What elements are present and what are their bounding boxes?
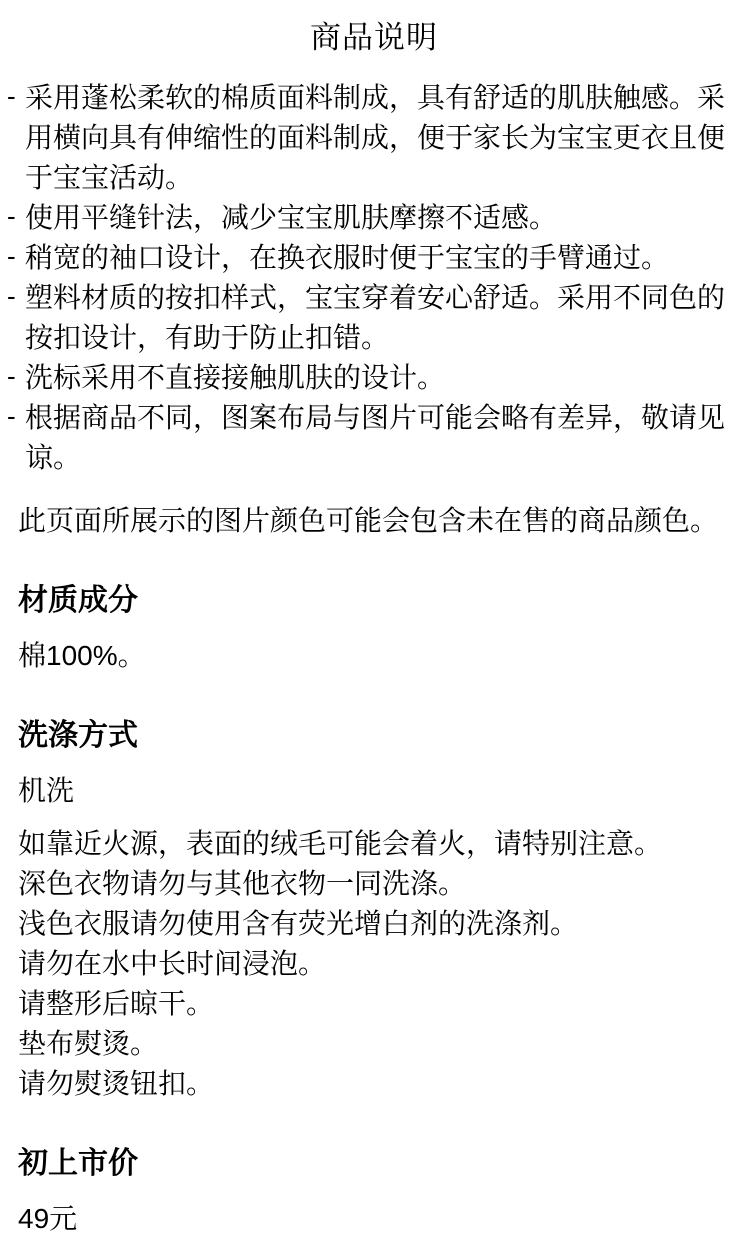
bullet-dash: - [7,241,16,271]
caution-line: 请勿熨烫钮扣。 [18,1068,215,1099]
material-section-heading: 材质成分 [18,584,138,617]
page-title: 商品说明 [310,20,438,55]
list-item [7,78,730,198]
caution-line: 深色衣物请勿与其他衣物一同洗涤。 [18,868,467,899]
description-list [7,78,730,478]
list-item [7,198,730,238]
bullet-text: 采用蓬松柔软的棉质面料制成，具有舒适的肌肤触感。采用横向具有伸缩性的面料制成，便于家长为宝宝更衣且便于宝宝活动。 [25,82,726,193]
bullet-text: 根据商品不同，图案布局与图片可能会略有差异，敬请见谅。 [25,402,726,473]
material-value: 棉100%。 [18,640,146,671]
washing-section-heading: 洗涤方式 [18,719,138,752]
list-item [7,278,730,358]
washing-method: 机洗 [18,775,75,806]
caution-line: 垫布熨烫。 [18,1028,159,1059]
bullet-text: 使用平缝针法，减少宝宝肌肤摩擦不适感。 [25,202,558,233]
list-item [7,398,730,478]
list-item [7,358,730,398]
bullet-dash: - [7,81,16,111]
color-availability-note: 此页面所展示的图片颜色可能会包含未在售的商品颜色。 [18,505,719,536]
caution-line: 如靠近火源，表面的绒毛可能会着火，请特别注意。 [18,828,663,859]
price-value: 49元 [18,1203,78,1234]
bullet-dash: - [7,281,16,311]
bullet-text: 洗标采用不直接接触肌肤的设计。 [25,362,446,393]
bullet-text: 稍宽的袖口设计，在换衣服时便于宝宝的手臂通过。 [25,242,670,273]
washing-cautions [18,824,730,1104]
bullet-text: 塑料材质的按扣样式，宝宝穿着安心舒适。采用不同色的按扣设计，有助于防止扣错。 [25,282,726,353]
list-item [7,238,730,278]
caution-line: 浅色衣服请勿使用含有荧光增白剂的洗涤剂。 [18,908,579,939]
price-section-heading: 初上市价 [18,1147,138,1180]
caution-line: 请整形后晾干。 [18,988,215,1019]
bullet-dash: - [7,361,16,391]
bullet-dash: - [7,201,16,231]
caution-line: 请勿在水中长时间浸泡。 [18,948,327,979]
bullet-dash: - [7,401,16,431]
